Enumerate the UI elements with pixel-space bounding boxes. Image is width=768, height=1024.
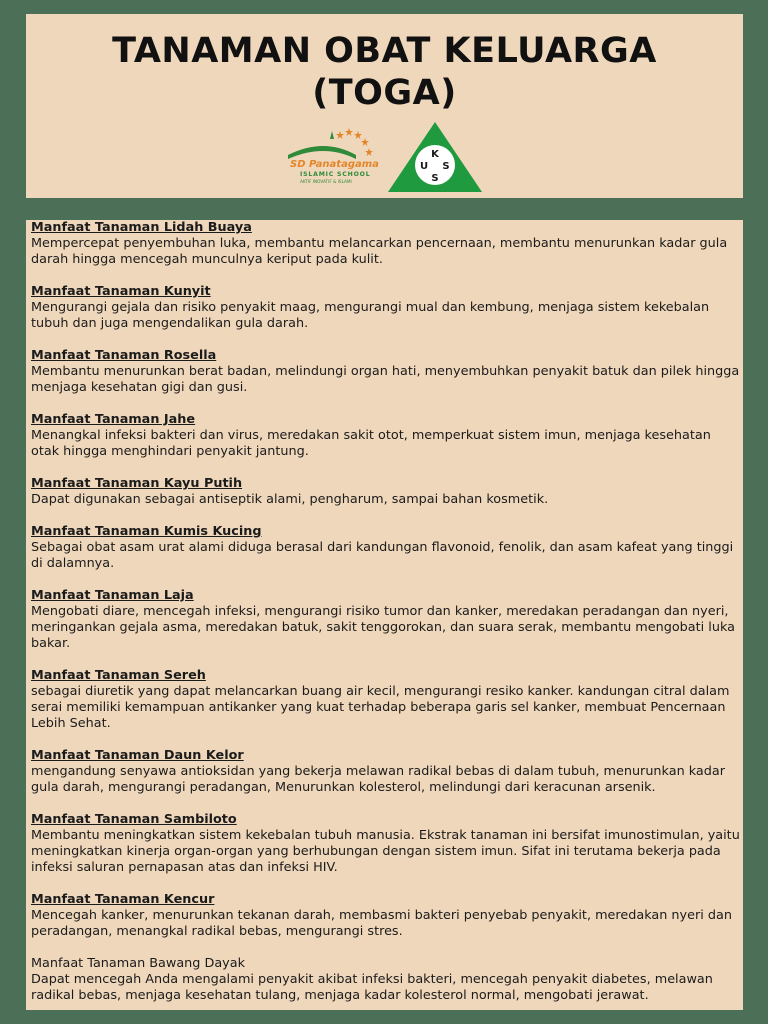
section-kayu-putih (31, 476, 742, 508)
section-title: Manfaat Tanaman Kunyit (31, 284, 211, 299)
uks-letter-bottom: S (431, 173, 439, 184)
section-laja (31, 588, 742, 652)
page-title (26, 30, 743, 114)
uks-letter-left: U (419, 161, 429, 172)
section-body: Sebagai obat asam urat alami diduga berasal dari kandungan flavonoid, fenolik, dan asam kafeat yang tinggi di dalamnya. (31, 540, 734, 571)
content-panel (26, 220, 743, 1010)
section-title: Manfaat Tanaman Kencur (31, 892, 215, 907)
section-title: Manfaat Tanaman Sambiloto (31, 812, 237, 827)
section-rosella (31, 348, 742, 396)
section-body: Menangkal infeksi bakteri dan virus, meredakan sakit otot, memperkuat sistem imun, menjaga kesehatan otak hingga menghindari penyakit jantung. (31, 428, 711, 459)
section-body: Dapat mencegah Anda mengalami penyakit akibat infeksi bakteri, mencegah penyakit diabetes, melawan radikal bebas, menjaga kesehatan tulang, menjaga kadar kolesterol normal, mengobati jerawat. (31, 972, 713, 1003)
uks-letter-top: K (431, 149, 439, 160)
school-logo (284, 125, 384, 187)
section-title: Manfaat Tanaman Jahe (31, 412, 196, 427)
section-title: Manfaat Tanaman Kumis Kucing (31, 524, 262, 539)
section-body: Mempercepat penyembuhan luka, membantu melancarkan pencernaan, membantu menurunkan kadar gula darah hingga mencegah munculnya keriput pada kulit. (31, 236, 728, 267)
section-body: sebagai diuretik yang dapat melancarkan buang air kecil, mengurangi resiko kanker. kandungan citral dalam serai memiliki kemampuan antikanker yang kuat terhadap beberapa garis sel kanker, membuat Pencernaan Lebih Sehat. (31, 684, 730, 731)
benefits-list (31, 220, 742, 1010)
section-sambiloto (31, 812, 742, 876)
section-body: Dapat digunakan sebagai antiseptik alami, pengharum, sampai bahan kosmetik. (31, 492, 549, 507)
title-line-2: (TOGA) (312, 73, 457, 113)
uks-letter-right: S (442, 161, 450, 172)
section-kunyit (31, 284, 742, 332)
section-bawang-dayak (31, 956, 742, 1004)
section-body: Membantu meningkatkan sistem kekebalan tubuh manusia. Ekstrak tanaman ini bersifat imunostimulan, yaitu meningkatkan kinerja organ-organ yang berhubungan dengan sistem imun. Sifat ini terutama bekerja pada infeksi saluran pernapasan atas dan infeksi HIV. (31, 828, 740, 875)
section-title: Manfaat Tanaman Laja (31, 588, 194, 603)
section-jahe (31, 412, 742, 460)
section-title: Manfaat Tanaman Kayu Putih (31, 476, 243, 491)
title-line-1: TANAMAN OBAT KELUARGA (112, 31, 657, 71)
section-body: Mengobati diare, mencegah infeksi, mengurangi risiko tumor dan kanker, meredakan peradangan dan nyeri, meringankan gejala asma, meredakan batuk, sakit tenggorokan, dan suara serak, membantu mengobati luka bakar. (31, 604, 735, 651)
minaret-icon (330, 131, 334, 139)
section-body: Mengurangi gejala dan risiko penyakit maag, mengurangi mual dan kembung, menjaga sistem kekebalan tubuh dan juga mengendalikan gula darah. (31, 300, 710, 331)
section-daun-kelor (31, 748, 742, 796)
section-title: Manfaat Tanaman Sereh (31, 668, 206, 683)
uks-logo (386, 120, 484, 194)
section-kumis-kucing (31, 524, 742, 572)
section-body: Mencegah kanker, menurunkan tekanan darah, membasmi bakteri penyebab penyakit, meredakan nyeri dan peradangan, menangkal radikal bebas, mengurangi stres. (31, 908, 732, 939)
school-logo-subtitle: ISLAMIC SCHOOL (300, 171, 371, 178)
dome-swoosh (288, 146, 356, 159)
section-title: Manfaat Tanaman Daun Kelor (31, 748, 244, 763)
header-panel (26, 14, 743, 198)
school-logo-name: SD Panatagama (290, 159, 379, 170)
section-title: Manfaat Tanaman Lidah Buaya (31, 220, 252, 235)
section-lidah-buaya (31, 220, 742, 268)
section-title: Manfaat Tanaman Rosella (31, 348, 217, 363)
school-logo-tagline: AKTIF INOVATIF & ISLAMI (300, 179, 352, 184)
section-body: mengandung senyawa antioksidan yang bekerja melawan radikal bebas di dalam tubuh, menurunkan kadar gula darah, mengurangi peradangan, Menurunkan kolesterol, melindungi dari keracunan arsenik. (31, 764, 725, 795)
section-kencur (31, 892, 742, 940)
section-sereh (31, 668, 742, 732)
section-body: Membantu menurunkan berat badan, melindungi organ hati, menyembuhkan penyakit batuk dan pilek hingga menjaga kesehatan gigi dan gusi. (31, 364, 740, 395)
section-title: Manfaat Tanaman Bawang Dayak (31, 956, 245, 971)
